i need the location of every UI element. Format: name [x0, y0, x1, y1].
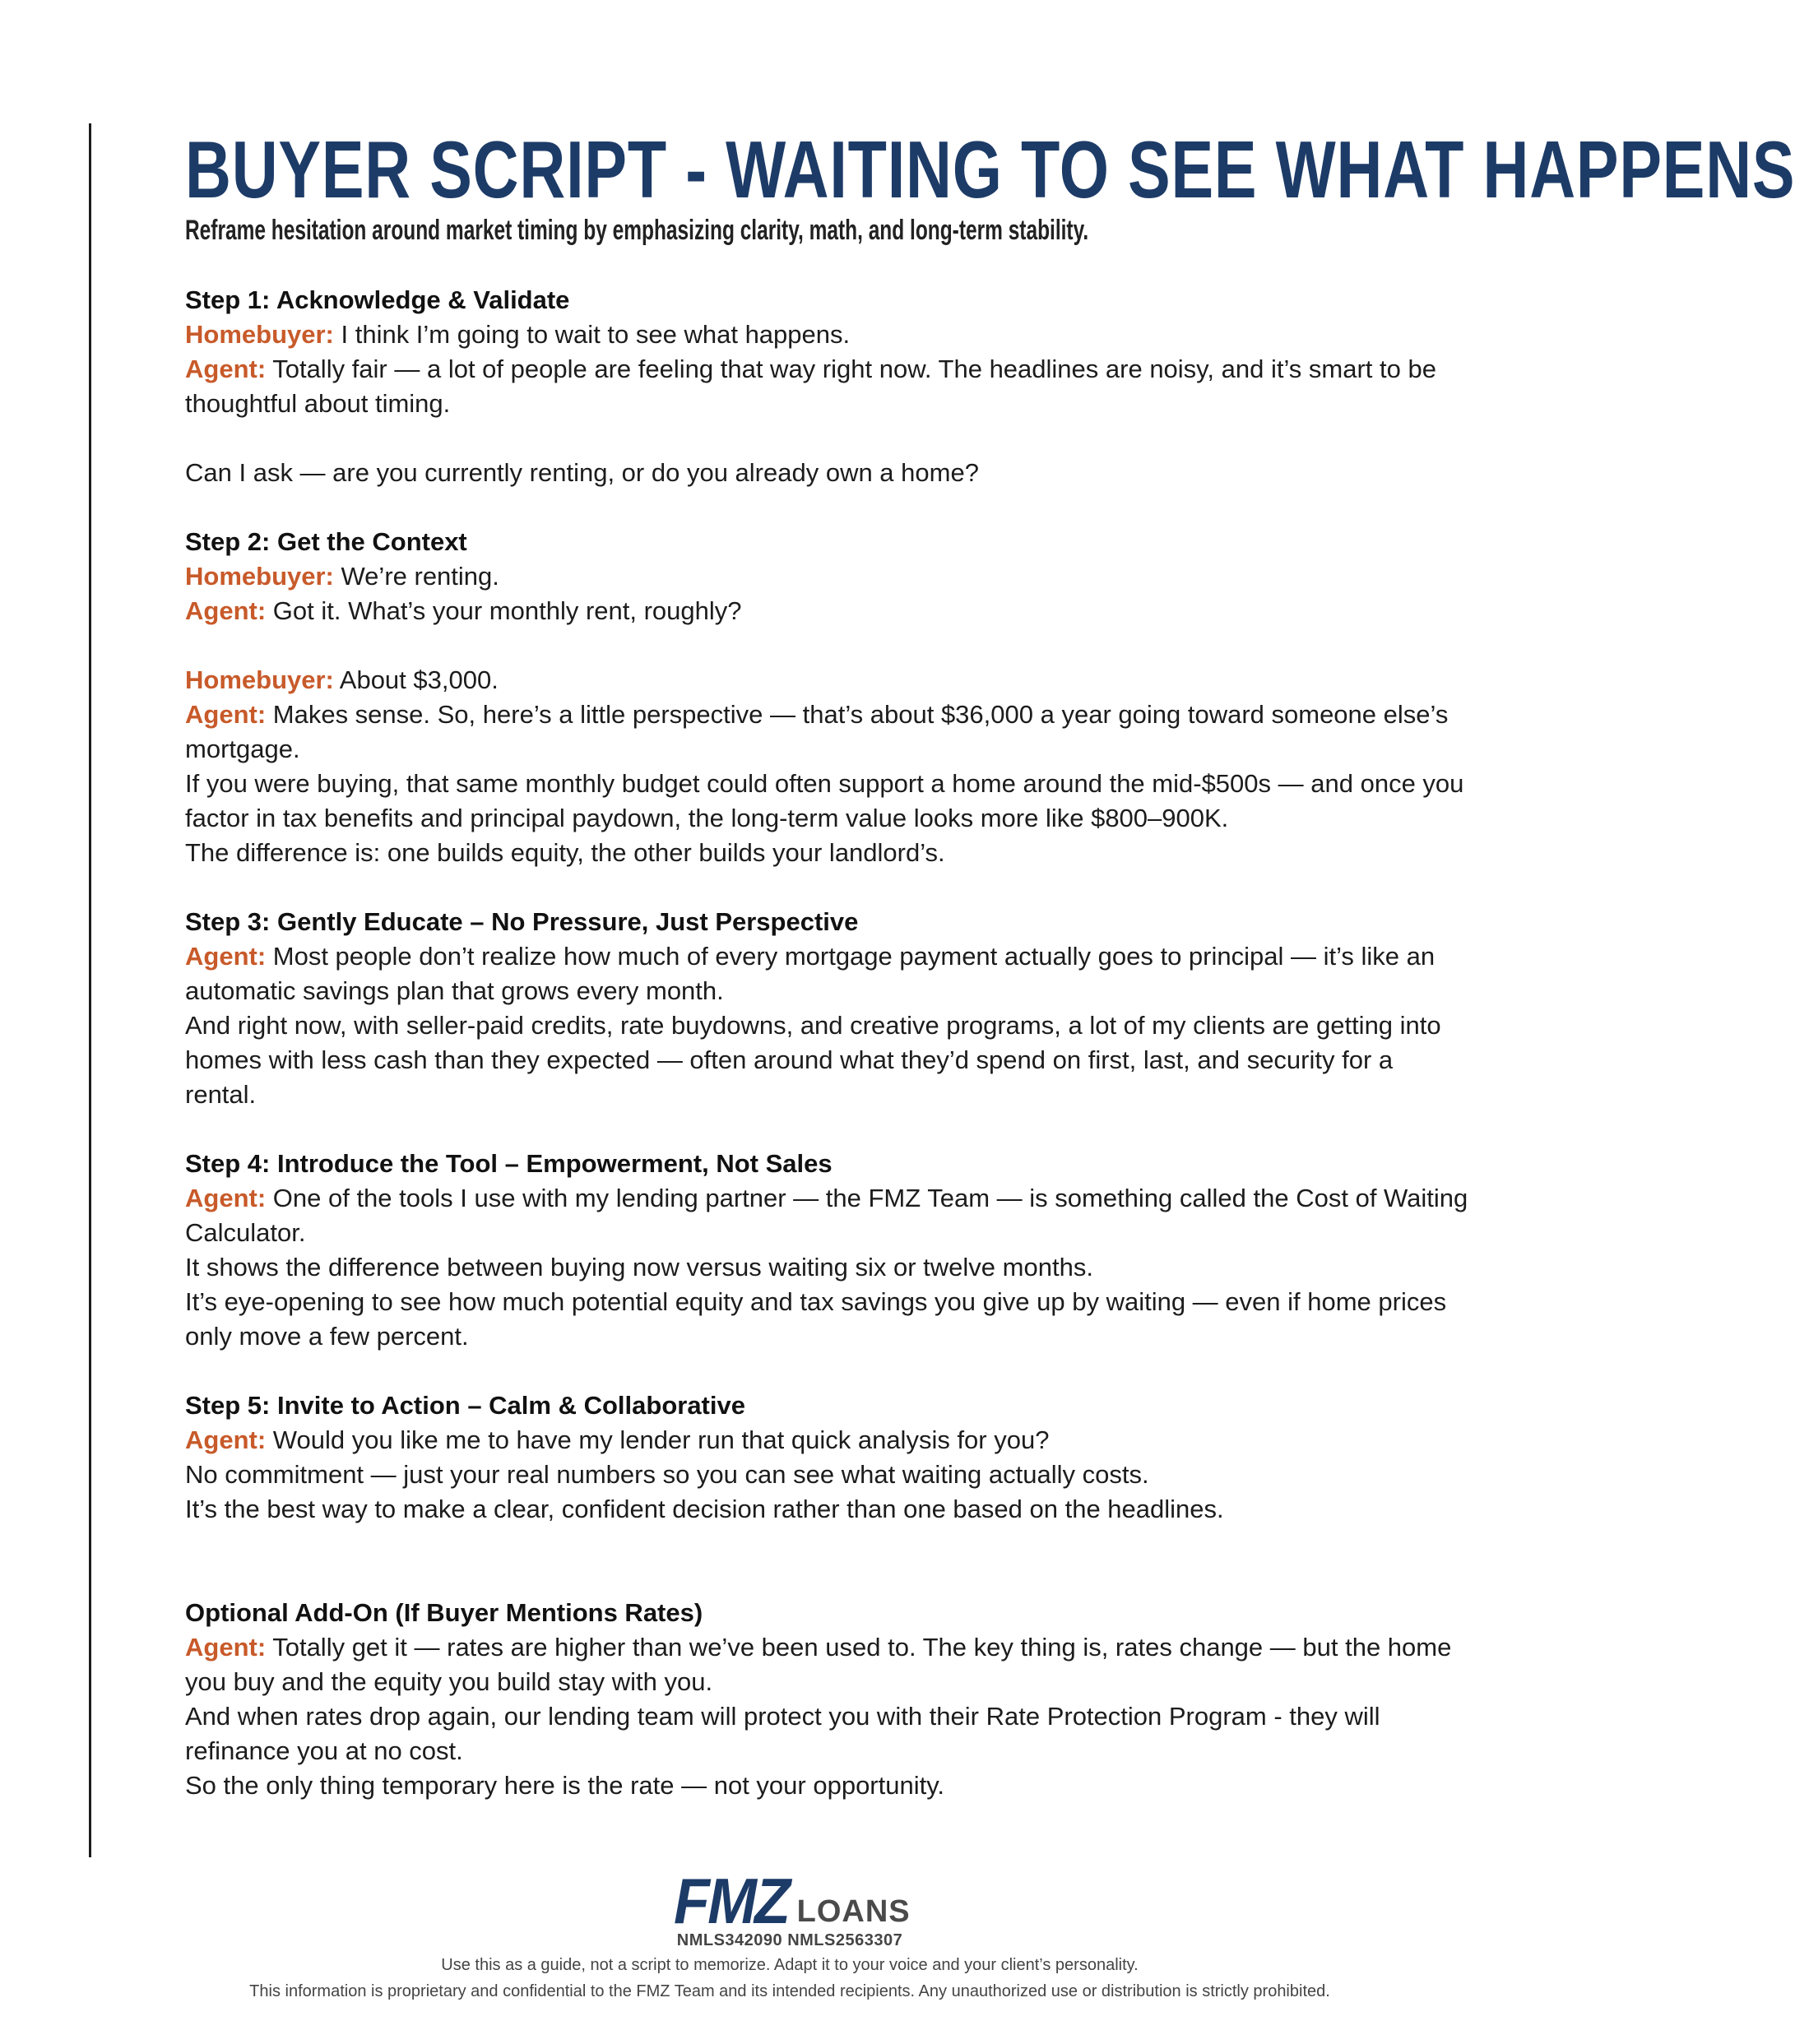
footer [0, 1865, 1579, 2003]
dialogue-text: I think I’m going to wait to see what happens. [333, 320, 851, 349]
logo-fmz: FMZ [674, 1865, 789, 1937]
usage-note: Use this as a guide, not a script to memorize. Adapt it to your voice and your client’s personality. [441, 1956, 1139, 1974]
fmz-loans-logo [669, 1865, 911, 1937]
page-title: BUYER SCRIPT - WAITING TO SEE WHAT HAPPENS [185, 124, 1795, 215]
speaker-label: Homebuyer: [185, 320, 334, 349]
dialogue-line: So the only thing temporary here is the rate — not your opportunity. [185, 1771, 945, 1800]
speaker-label: Homebuyer: [185, 562, 334, 591]
dialogue-line [185, 1181, 1468, 1250]
dialogue-line [185, 317, 1468, 352]
dialogue-line: The difference is: one builds equity, the other builds your landlord’s. [185, 838, 945, 867]
dialogue-text: Totally get it — rates are higher than we’ve been used to. The key thing is, rates change — but the home you buy and the equity you build stay with you. [185, 1633, 1452, 1696]
speaker-label: Agent: [185, 355, 267, 383]
speaker-label: Homebuyer: [185, 665, 334, 694]
confidentiality-note: This information is proprietary and confidential to the FMZ Team and its intended recipients. Any unauthorized use or distribution is strictly prohibited. [249, 1982, 1330, 2000]
step-heading: Step 5: Invite to Action – Calm & Collaborative [185, 1391, 745, 1420]
dialogue-line [185, 594, 1468, 628]
speaker-label: Agent: [185, 700, 267, 729]
speaker-label: Agent: [185, 1425, 267, 1454]
step-1 [185, 283, 1468, 490]
step-heading: Step 4: Introduce the Tool – Empowerment, Not Sales [185, 1149, 833, 1178]
step-heading: Optional Add-On (If Buyer Mentions Rates) [185, 1598, 703, 1627]
step-2 [185, 525, 1468, 870]
dialogue-line [185, 1423, 1468, 1458]
step-heading: Step 2: Get the Context [185, 527, 467, 556]
dialogue-text: About $3,000. [333, 665, 499, 694]
dialogue-line [185, 939, 1468, 1008]
dialogue-text: Most people don’t realize how much of every mortgage payment actually goes to principal — it’s like an automatic savings plan that grows every month. [185, 942, 1436, 1005]
step-heading: Step 3: Gently Educate – No Pressure, Just Perspective [185, 907, 859, 936]
dialogue-line: It’s the best way to make a clear, confident decision rather than one based on the headlines. [185, 1495, 1224, 1523]
nmls-numbers: NMLS342090 NMLS2563307 [676, 1931, 903, 1949]
dialogue-text: One of the tools I use with my lending partner — the FMZ Team — is something called the Cost of Waiting Calculator. [185, 1184, 1468, 1247]
dialogue-line: And right now, with seller-paid credits, rate buydowns, and creative programs, a lot of my clients are getting into homes with less cash than they expected — often around what they’d spend on first, last, and security for a rental. [185, 1011, 1441, 1109]
dialogue-line [185, 1630, 1468, 1699]
script-document [185, 123, 1795, 1838]
script-steps [185, 283, 1468, 1803]
dialogue-line [185, 698, 1468, 767]
step-4 [185, 1147, 1468, 1354]
logo-loans: LOANS [796, 1894, 911, 1929]
dialogue-line: Can I ask — are you currently renting, or do you already own a home? [185, 458, 979, 487]
page-subtitle: Reframe hesitation around market timing by emphasizing clarity, math, and long-term stability. [185, 215, 1089, 246]
dialogue-text: We’re renting. [333, 562, 499, 591]
left-margin-rule [89, 123, 91, 1857]
step-5 [185, 1388, 1468, 1527]
dialogue-line [185, 352, 1468, 421]
speaker-label: Agent: [185, 1633, 267, 1662]
dialogue-line: If you were buying, that same monthly budget could often support a home around the mid-$500s — and once you factor in tax benefits and principal paydown, the long-term value looks more like $800–900K. [185, 769, 1464, 832]
dialogue-line: No commitment — just your real numbers so you can see what waiting actually costs. [185, 1460, 1149, 1489]
dialogue-line [185, 663, 1468, 698]
dialogue-line: And when rates drop again, our lending team will protect you with their Rate Protection Program - they will refinance you at no cost. [185, 1702, 1380, 1765]
dialogue-line: It’s eye-opening to see how much potential equity and tax savings you give up by waiting — even if home prices only move a few percent. [185, 1287, 1447, 1351]
optional-add-on [185, 1596, 1468, 1803]
dialogue-text: Totally fair — a lot of people are feeling that way right now. The headlines are noisy, and it’s smart to be thoughtful about timing. [185, 355, 1436, 418]
dialogue-line [185, 559, 1468, 594]
dialogue-text: Makes sense. So, here’s a little perspective — that’s about $36,000 a year going toward someone else’s mortgage. [185, 700, 1449, 763]
speaker-label: Agent: [185, 942, 267, 971]
speaker-label: Agent: [185, 596, 267, 625]
dialogue-text: Would you like me to have my lender run that quick analysis for you? [266, 1425, 1050, 1454]
step-3 [185, 905, 1468, 1112]
dialogue-text: Got it. What’s your monthly rent, roughly? [266, 596, 742, 625]
step-heading: Step 1: Acknowledge & Validate [185, 285, 570, 314]
speaker-label: Agent: [185, 1184, 267, 1212]
dialogue-line: It shows the difference between buying now versus waiting six or twelve months. [185, 1253, 1093, 1282]
